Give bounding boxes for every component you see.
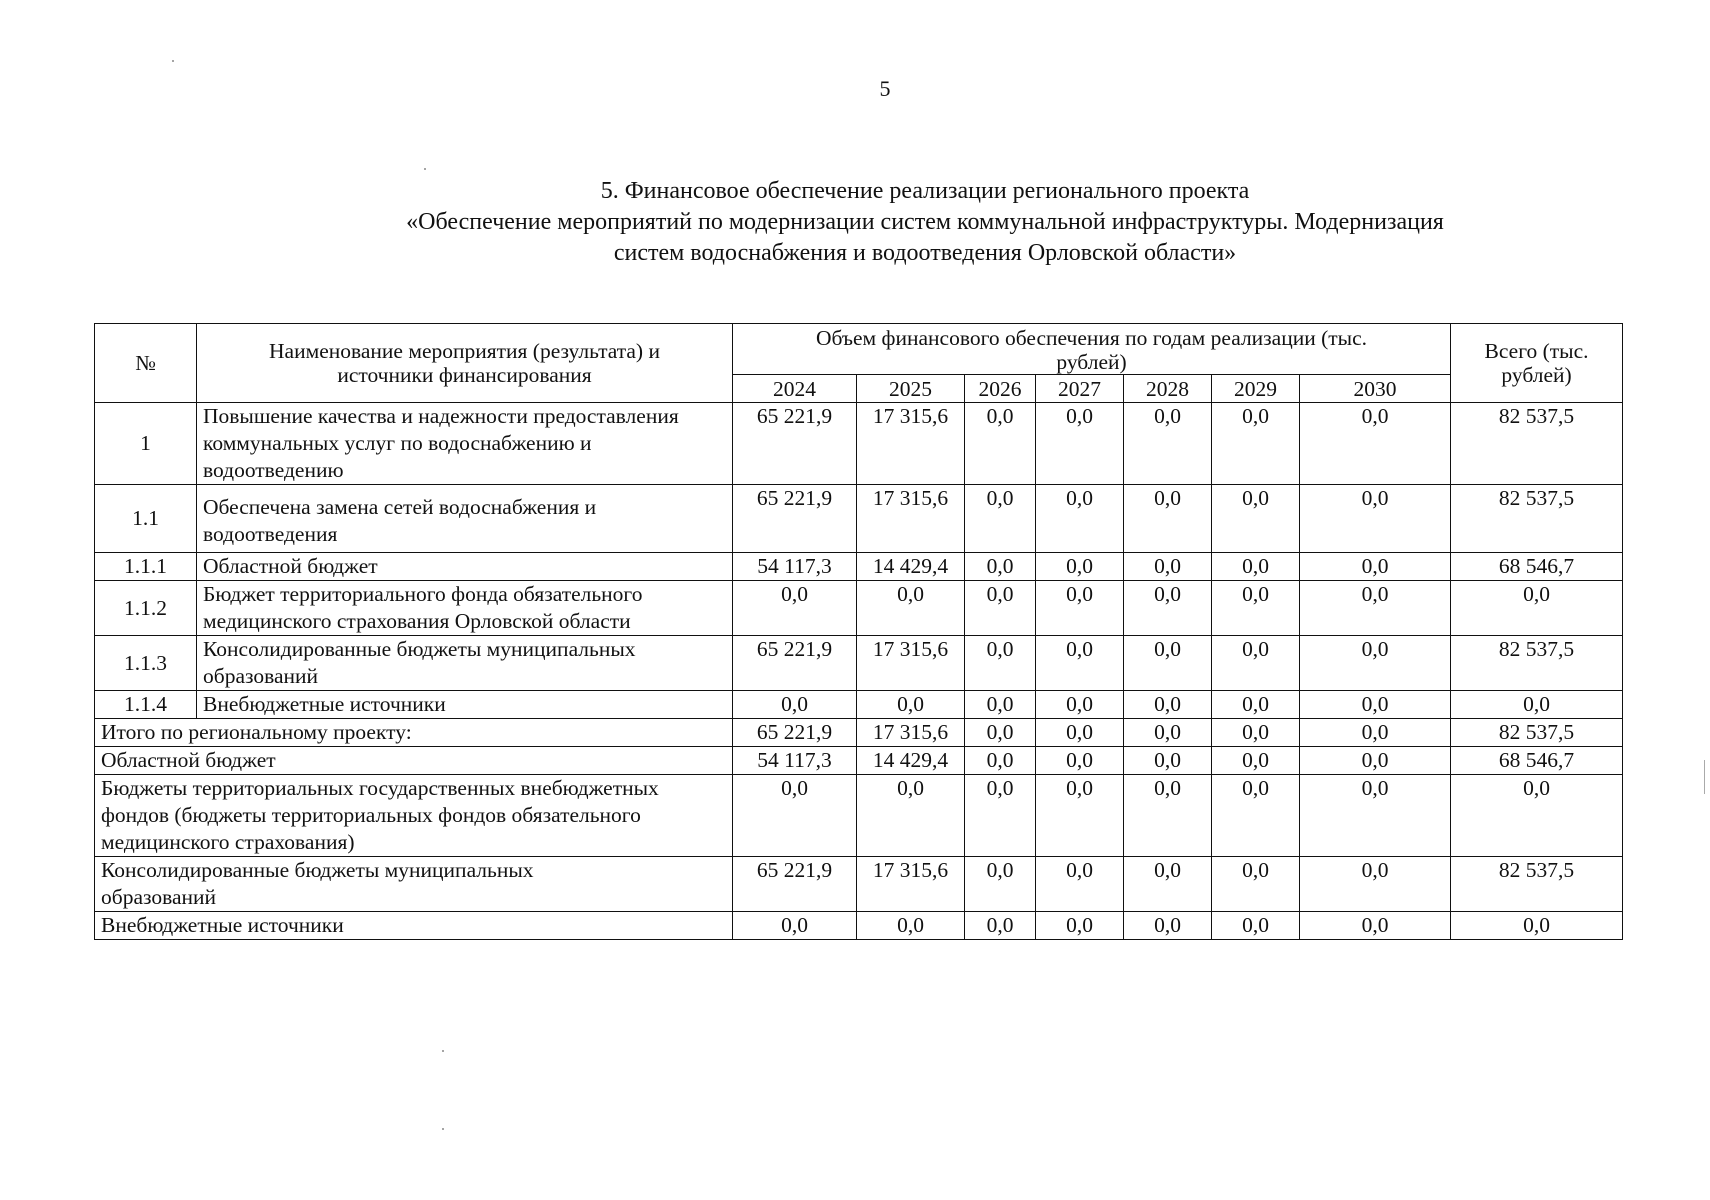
value-cell: 0,0 — [1300, 691, 1451, 719]
summary-name: Итого по региональному проекту: — [95, 719, 733, 747]
value-cell: 65 221,9 — [733, 636, 857, 691]
total-cell: 82 537,5 — [1451, 403, 1623, 485]
value-cell: 0,0 — [1212, 912, 1300, 940]
header-total: Всего (тыс. рублей) — [1451, 324, 1623, 403]
value-cell: 0,0 — [1124, 553, 1212, 581]
value-cell: 0,0 — [1036, 581, 1124, 636]
value-cell: 17 315,6 — [857, 403, 965, 485]
value-cell: 0,0 — [1036, 553, 1124, 581]
value-cell: 0,0 — [1036, 912, 1124, 940]
value-cell: 17 315,6 — [857, 485, 965, 553]
value-cell: 0,0 — [965, 691, 1036, 719]
value-cell: 0,0 — [1212, 403, 1300, 485]
summary-row — [95, 857, 1623, 912]
value-cell: 0,0 — [733, 581, 857, 636]
row-number: 1.1.2 — [95, 581, 197, 636]
table-row — [95, 581, 1623, 636]
value-cell: 0,0 — [965, 581, 1036, 636]
value-cell: 0,0 — [1212, 691, 1300, 719]
value-cell: 14 429,4 — [857, 553, 965, 581]
value-cell: 0,0 — [1212, 719, 1300, 747]
value-cell: 0,0 — [1300, 553, 1451, 581]
summary-row — [95, 747, 1623, 775]
value-cell: 0,0 — [1300, 857, 1451, 912]
scan-speck — [442, 1128, 444, 1130]
value-cell: 0,0 — [1300, 636, 1451, 691]
title-line-1: 5. Финансовое обеспечение реализации регионального проекта — [600, 178, 1250, 204]
row-name: Областной бюджет — [197, 553, 733, 581]
value-cell: 14 429,4 — [857, 747, 965, 775]
header-name: Наименование мероприятия (результата) и источники финансирования — [197, 324, 733, 403]
value-cell: 0,0 — [1124, 719, 1212, 747]
value-cell: 0,0 — [1124, 857, 1212, 912]
header-year: 2029 — [1212, 375, 1300, 403]
value-cell: 0,0 — [1212, 747, 1300, 775]
value-cell: 0,0 — [1124, 581, 1212, 636]
total-cell: 82 537,5 — [1451, 857, 1623, 912]
value-cell: 0,0 — [1036, 719, 1124, 747]
table-row — [95, 553, 1623, 581]
total-cell: 0,0 — [1451, 581, 1623, 636]
value-cell: 65 221,9 — [733, 719, 857, 747]
value-cell: 0,0 — [1300, 912, 1451, 940]
table-row — [95, 691, 1623, 719]
header-row — [95, 324, 1623, 375]
header-num: № — [95, 324, 197, 403]
value-cell: 0,0 — [965, 485, 1036, 553]
row-number: 1.1.3 — [95, 636, 197, 691]
value-cell: 0,0 — [965, 636, 1036, 691]
value-cell: 54 117,3 — [733, 747, 857, 775]
table-row — [95, 403, 1623, 485]
summary-row — [95, 719, 1623, 747]
value-cell: 0,0 — [965, 775, 1036, 857]
summary-row — [95, 775, 1623, 857]
value-cell: 0,0 — [965, 857, 1036, 912]
value-cell: 0,0 — [1124, 747, 1212, 775]
row-number: 1.1 — [95, 485, 197, 553]
value-cell: 0,0 — [857, 912, 965, 940]
total-cell: 0,0 — [1451, 912, 1623, 940]
value-cell: 0,0 — [1036, 747, 1124, 775]
value-cell: 0,0 — [1300, 747, 1451, 775]
table-row — [95, 636, 1623, 691]
row-name: Внебюджетные источники — [197, 691, 733, 719]
value-cell: 0,0 — [1212, 581, 1300, 636]
header-year: 2028 — [1124, 375, 1212, 403]
value-cell: 54 117,3 — [733, 553, 857, 581]
header-year: 2024 — [733, 375, 857, 403]
value-cell: 0,0 — [965, 553, 1036, 581]
value-cell: 0,0 — [1212, 485, 1300, 553]
total-cell: 0,0 — [1451, 775, 1623, 857]
value-cell: 0,0 — [1036, 485, 1124, 553]
header-year: 2027 — [1036, 375, 1124, 403]
value-cell: 17 315,6 — [857, 636, 965, 691]
summary-name: Консолидированные бюджеты муниципальных образований — [95, 857, 733, 912]
row-name: Обеспечена замена сетей водоснабжения и водоотведения — [197, 485, 733, 553]
value-cell: 0,0 — [1300, 581, 1451, 636]
total-cell: 68 546,7 — [1451, 553, 1623, 581]
value-cell: 0,0 — [965, 403, 1036, 485]
row-name: Консолидированные бюджеты муниципальных образований — [197, 636, 733, 691]
value-cell: 0,0 — [1124, 912, 1212, 940]
value-cell: 0,0 — [1300, 719, 1451, 747]
value-cell: 0,0 — [1212, 775, 1300, 857]
header-year: 2030 — [1300, 375, 1451, 403]
row-name: Повышение качества и надежности предоставления коммунальных услуг по водоснабжению и водоотведению — [197, 403, 733, 485]
value-cell: 0,0 — [857, 581, 965, 636]
value-cell: 0,0 — [1212, 636, 1300, 691]
total-cell: 82 537,5 — [1451, 485, 1623, 553]
row-name: Бюджет территориального фонда обязательного медицинского страхования Орловской области — [197, 581, 733, 636]
value-cell: 65 221,9 — [733, 403, 857, 485]
value-cell: 0,0 — [965, 747, 1036, 775]
value-cell: 0,0 — [733, 912, 857, 940]
value-cell: 0,0 — [733, 691, 857, 719]
header-volume: Объем финансового обеспечения по годам реализации (тыс. рублей) — [733, 324, 1451, 375]
row-number: 1 — [95, 403, 197, 485]
value-cell: 0,0 — [1300, 485, 1451, 553]
row-number: 1.1.1 — [95, 553, 197, 581]
financing-table — [94, 323, 1623, 940]
value-cell: 0,0 — [1124, 403, 1212, 485]
table-row — [95, 485, 1623, 553]
total-cell: 82 537,5 — [1451, 636, 1623, 691]
summary-name: Областной бюджет — [95, 747, 733, 775]
scan-speck — [442, 1050, 444, 1052]
scan-speck — [172, 60, 174, 62]
scan-edge-mark — [1704, 760, 1705, 794]
header-year: 2026 — [965, 375, 1036, 403]
value-cell: 0,0 — [857, 691, 965, 719]
value-cell: 0,0 — [1036, 691, 1124, 719]
title-line-3: систем водоснабжения и водоотведения Орловской области» — [613, 240, 1237, 266]
value-cell: 0,0 — [1124, 636, 1212, 691]
value-cell: 0,0 — [1300, 775, 1451, 857]
value-cell: 0,0 — [1124, 775, 1212, 857]
value-cell: 0,0 — [1124, 691, 1212, 719]
value-cell: 65 221,9 — [733, 857, 857, 912]
section-title — [160, 176, 1690, 269]
value-cell: 0,0 — [1212, 553, 1300, 581]
summary-name: Бюджеты территориальных государственных внебюджетных фондов (бюджеты территориальных фондов обязательного медицинского страхования) — [95, 775, 733, 857]
value-cell: 0,0 — [857, 775, 965, 857]
value-cell: 17 315,6 — [857, 857, 965, 912]
title-line-2: «Обеспечение мероприятий по модернизации систем коммунальной инфраструктуры. Модернизация — [406, 209, 1444, 235]
value-cell: 0,0 — [1300, 403, 1451, 485]
value-cell: 0,0 — [1124, 485, 1212, 553]
total-cell: 0,0 — [1451, 691, 1623, 719]
value-cell: 0,0 — [1036, 403, 1124, 485]
value-cell: 0,0 — [965, 912, 1036, 940]
total-cell: 82 537,5 — [1451, 719, 1623, 747]
value-cell: 17 315,6 — [857, 719, 965, 747]
value-cell: 65 221,9 — [733, 485, 857, 553]
value-cell: 0,0 — [1036, 857, 1124, 912]
header-year: 2025 — [857, 375, 965, 403]
value-cell: 0,0 — [1212, 857, 1300, 912]
row-number: 1.1.4 — [95, 691, 197, 719]
page-number: 5 — [879, 76, 891, 101]
value-cell: 0,0 — [733, 775, 857, 857]
value-cell: 0,0 — [1036, 636, 1124, 691]
value-cell: 0,0 — [1036, 775, 1124, 857]
value-cell: 0,0 — [965, 719, 1036, 747]
summary-name: Внебюджетные источники — [95, 912, 733, 940]
summary-row — [95, 912, 1623, 940]
total-cell: 68 546,7 — [1451, 747, 1623, 775]
scan-speck — [424, 168, 426, 170]
